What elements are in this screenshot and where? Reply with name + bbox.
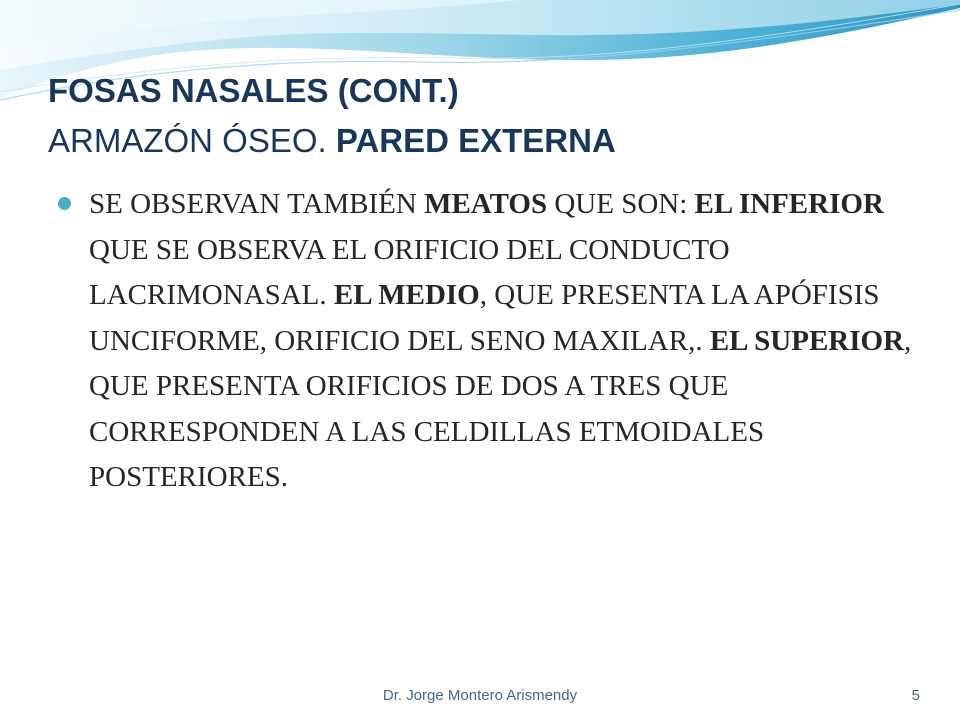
slide-title bbox=[48, 66, 928, 166]
title-main: FOSAS NASALES (CONT.) bbox=[48, 72, 459, 109]
title-sub-bold: PARED EXTERNA bbox=[335, 122, 616, 159]
bullet-segment: , QUE PRESENTA ORIFICIOS DE DOS A TRES QUE CORRESPONDEN A LAS CELDILLAS ETMOIDALES POSTERIORES. bbox=[89, 324, 912, 493]
bullet-segment-bold: MEATOS bbox=[424, 188, 548, 220]
bullet-text bbox=[89, 182, 918, 501]
bullet-segment: QUE SE OBSERVA EL ORIFICIO DEL CONDUCTO LACRIMONASAL. bbox=[89, 233, 730, 311]
bullet-segment: QUE SON: bbox=[547, 188, 695, 220]
footer-author: Dr. Jorge Montero Arismendy bbox=[382, 687, 578, 704]
content-body bbox=[58, 182, 918, 501]
bullet-segment-bold: EL MEDIO bbox=[333, 279, 480, 311]
bullet-segment-bold: EL SUPERIOR bbox=[709, 324, 905, 357]
title-subtitle bbox=[48, 116, 928, 166]
page-number: 5 bbox=[911, 687, 920, 704]
bullet-item bbox=[58, 182, 918, 501]
bullet-dot-icon bbox=[58, 197, 71, 210]
title-sub-normal: ARMAZÓN ÓSEO. bbox=[48, 122, 336, 159]
bullet-segment: SE OBSERVAN TAMBIÉN bbox=[89, 188, 425, 220]
bullet-segment-bold: EL INFERIOR bbox=[694, 188, 884, 220]
bullet-segment: , QUE PRESENTA LA APÓFISIS UNCIFORME, ORIFICIO DEL SENO MAXILAR,. bbox=[89, 279, 880, 357]
